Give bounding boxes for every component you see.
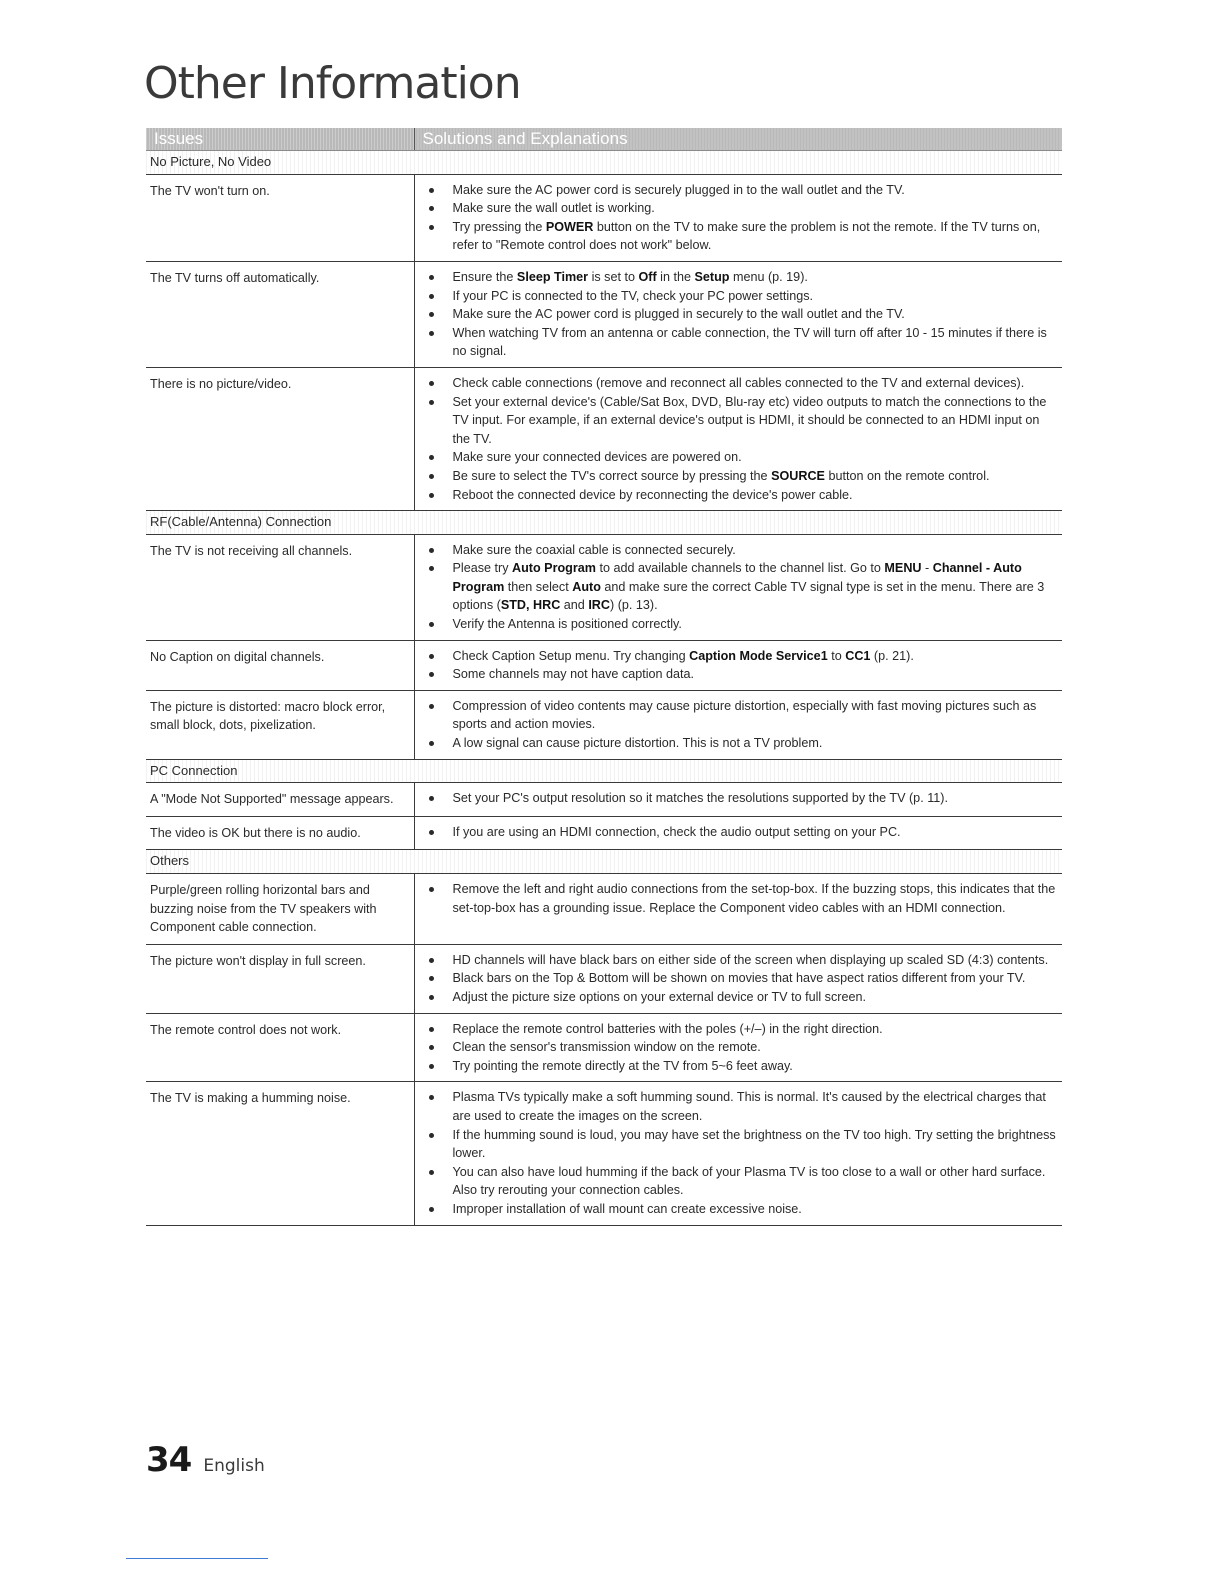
issue-cell: The TV turns off automatically. — [146, 261, 414, 367]
table-row — [146, 783, 1062, 817]
emphasis-text: Caption Mode Service1 — [689, 648, 828, 663]
solution-list — [429, 1088, 1057, 1218]
section-title: RF(Cable/Antenna) Connection — [146, 511, 1062, 535]
solution-text: If the humming sound is loud, you may have set the brightness on the TV too high. Try setting the brightness lower. — [452, 1127, 1056, 1161]
solution-text: Replace the remote control batteries with the poles (+/–) in the right direction. — [452, 1021, 883, 1036]
solution-item — [429, 1088, 1057, 1125]
solution-item — [429, 951, 1057, 970]
solution-text: Try pressing the — [452, 219, 546, 234]
solution-item — [429, 467, 1057, 486]
solution-list — [429, 541, 1057, 634]
solution-text: A low signal can cause picture distortion. This is not a TV problem. — [452, 736, 823, 751]
solution-list — [429, 697, 1057, 753]
solution-item — [429, 559, 1057, 615]
solution-text: Verify the Antenna is positioned correctly. — [452, 617, 682, 632]
page-number: 34 — [146, 1440, 192, 1480]
solution-item — [429, 324, 1057, 361]
solution-text: and make sure the correct Cable TV signal type is set in the menu. There are 3 options ( — [452, 579, 1045, 613]
table-row — [146, 534, 1062, 640]
solution-text: (p. 21). — [870, 648, 914, 663]
solution-item — [429, 393, 1057, 449]
solution-item — [429, 647, 1057, 666]
solution-text: Black bars on the Top & Bottom will be shown on movies that have aspect ratios different from your TV. — [452, 971, 1026, 986]
solution-list — [429, 647, 1057, 684]
section-row — [146, 151, 1062, 175]
page-title: Other Information — [144, 58, 521, 109]
header-solutions: Solutions and Explanations — [414, 128, 1062, 151]
issue-cell: The picture won't display in full screen. — [146, 944, 414, 1013]
emphasis-text: Auto — [572, 579, 601, 594]
emphasis-text: Off — [638, 269, 657, 284]
solution-text: Make sure the AC power cord is securely plugged in to the wall outlet and the TV. — [452, 182, 905, 197]
solution-text: You can also have loud humming if the back of your Plasma TV is too close to a wall or other hard surface. Also try rerouting your connection cables. — [452, 1164, 1046, 1198]
troubleshooting-table — [146, 128, 1062, 1226]
solution-item — [429, 218, 1057, 255]
solution-list — [429, 951, 1057, 1007]
solution-text: is set to — [588, 269, 639, 284]
section-row — [146, 511, 1062, 535]
issue-cell: The video is OK but there is no audio. — [146, 816, 414, 850]
table-row — [146, 874, 1062, 945]
emphasis-text: STD, HRC — [500, 598, 561, 613]
solution-item — [429, 1020, 1057, 1039]
table-body — [146, 151, 1062, 1226]
solution-text: menu (p. 19). — [729, 269, 808, 284]
solution-item — [429, 615, 1057, 634]
issue-cell: The TV is making a humming noise. — [146, 1082, 414, 1225]
solution-text: Reboot the connected device by reconnecting the device's power cable. — [452, 487, 853, 502]
solution-list — [429, 181, 1057, 255]
solution-item — [429, 789, 1057, 808]
table-row — [146, 367, 1062, 510]
solution-cell — [414, 1013, 1062, 1082]
solution-text: Adjust the picture size options on your external device or TV to full screen. — [452, 989, 866, 1004]
solution-item — [429, 1038, 1057, 1057]
solution-list — [429, 880, 1057, 917]
solution-item — [429, 823, 1057, 842]
solution-text: button on the remote control. — [824, 468, 990, 483]
table-header-row — [146, 128, 1062, 151]
solution-item — [429, 734, 1057, 753]
solution-text: Check cable connections (remove and reconnect all cables connected to the TV and external devices). — [452, 375, 1025, 390]
solution-text: Set your PC's output resolution so it matches the resolutions supported by the TV (p. 11). — [452, 791, 948, 806]
emphasis-text: SOURCE — [771, 468, 825, 483]
solution-text: then select — [504, 579, 573, 594]
solution-item — [429, 880, 1057, 917]
emphasis-text: Setup — [694, 269, 730, 284]
section-title: PC Connection — [146, 759, 1062, 783]
solution-cell — [414, 534, 1062, 640]
solution-text: Plasma TVs typically make a soft humming sound. This is normal. It's caused by the electrical charges that are used to create the images on the screen. — [452, 1090, 1046, 1123]
solution-item — [429, 541, 1057, 560]
emphasis-text: IRC — [588, 598, 611, 613]
solution-text: Be sure to select the TV's correct source by pressing the — [452, 468, 772, 483]
solution-item — [429, 486, 1057, 505]
solution-text: Ensure the — [452, 269, 517, 284]
solution-text: If your PC is connected to the TV, check your PC power settings. — [452, 288, 814, 303]
emphasis-text: CC1 — [845, 648, 871, 663]
solution-text: Set your external device's (Cable/Sat Box, DVD, Blu-ray etc) video outputs to match the connections to the TV input. For example, if an external device's output is HDMI, it should be connected to an HDMI input on the TV. — [452, 394, 1047, 446]
emphasis-text: Channel - Auto Program — [452, 561, 1022, 594]
solution-cell — [414, 1082, 1062, 1225]
solution-item — [429, 374, 1057, 393]
solution-list — [429, 789, 1057, 808]
solution-text: Remove the left and right audio connections from the set-top-box. If the buzzing stops, this indicates that the set-top-box has a grounding issue. Replace the Component video cables with an HDMI connection. — [452, 882, 1056, 915]
page-footer — [146, 1440, 265, 1480]
solution-text: to — [827, 648, 846, 663]
issue-cell: No Caption on digital channels. — [146, 640, 414, 690]
emphasis-text: MENU — [884, 561, 922, 576]
header-issues: Issues — [146, 128, 414, 151]
solution-item — [429, 697, 1057, 734]
solution-text: When watching TV from an antenna or cable connection, the TV will turn off after 10 - 15 minutes if there is no signal. — [452, 325, 1047, 359]
solution-text: Please try — [452, 561, 512, 576]
solution-text: Make sure the coaxial cable is connected securely. — [452, 542, 736, 557]
section-title: No Picture, No Video — [146, 151, 1062, 175]
emphasis-text: Sleep Timer — [516, 269, 589, 284]
table-row — [146, 690, 1062, 759]
solution-item — [429, 969, 1057, 988]
bottom-divider — [126, 1558, 268, 1559]
solution-list — [429, 374, 1057, 504]
table-row — [146, 640, 1062, 690]
table-row — [146, 261, 1062, 367]
solution-text: in the — [656, 269, 695, 284]
solution-text: Make sure the wall outlet is working. — [452, 201, 655, 216]
solution-list — [429, 1020, 1057, 1076]
solution-item — [429, 665, 1057, 684]
solution-item — [429, 287, 1057, 306]
solution-text: Clean the sensor's transmission window on the remote. — [452, 1040, 761, 1055]
solution-text: Improper installation of wall mount can create excessive noise. — [452, 1201, 802, 1216]
solution-text: Some channels may not have caption data. — [452, 667, 695, 682]
solution-text: to add available channels to the channel list. Go to — [595, 561, 885, 576]
solution-item — [429, 181, 1057, 200]
page-language: English — [203, 1456, 265, 1476]
solution-list — [429, 268, 1057, 361]
emphasis-text: Auto Program — [512, 561, 596, 576]
solution-item — [429, 1057, 1057, 1076]
table-row — [146, 1013, 1062, 1082]
table-row — [146, 816, 1062, 850]
table-row — [146, 1082, 1062, 1225]
solution-cell — [414, 783, 1062, 817]
issue-cell: There is no picture/video. — [146, 367, 414, 510]
solution-text: button on the TV to make sure the problem is not the remote. If the TV turns on, refer to "Remote control does not work" below. — [452, 219, 1041, 253]
solution-cell — [414, 367, 1062, 510]
solution-cell — [414, 174, 1062, 261]
solution-text: Make sure the AC power cord is plugged in securely to the wall outlet and the TV. — [452, 307, 905, 322]
solution-text: HD channels will have black bars on either side of the screen when displaying up scaled SD (4:3) contents. — [452, 952, 1049, 967]
issue-cell: A "Mode Not Supported" message appears. — [146, 783, 414, 817]
solution-item — [429, 268, 1057, 287]
solution-text: Check Caption Setup menu. Try changing — [452, 648, 690, 663]
solution-cell — [414, 640, 1062, 690]
section-row — [146, 850, 1062, 874]
issue-cell: The TV is not receiving all channels. — [146, 534, 414, 640]
solution-item — [429, 1126, 1057, 1163]
table-row — [146, 944, 1062, 1013]
table-row — [146, 174, 1062, 261]
solution-item — [429, 305, 1057, 324]
solution-text: Compression of video contents may cause picture distortion, especially with fast moving pictures such as sports and action movies. — [452, 698, 1037, 732]
emphasis-text: POWER — [545, 219, 594, 234]
issue-cell: The remote control does not work. — [146, 1013, 414, 1082]
solution-cell — [414, 944, 1062, 1013]
solution-text: Make sure your connected devices are powered on. — [452, 450, 742, 465]
solution-list — [429, 823, 1057, 842]
solution-cell — [414, 874, 1062, 945]
solution-cell — [414, 690, 1062, 759]
solution-item — [429, 1200, 1057, 1219]
solution-cell — [414, 261, 1062, 367]
solution-item — [429, 1163, 1057, 1200]
solution-text: If you are using an HDMI connection, check the audio output setting on your PC. — [452, 824, 901, 839]
solution-text: Try pointing the remote directly at the TV from 5~6 feet away. — [452, 1058, 793, 1073]
solution-text: and — [560, 598, 589, 613]
issue-cell: Purple/green rolling horizontal bars and buzzing noise from the TV speakers with Component cable connection. — [146, 874, 414, 945]
solution-text: - — [921, 561, 933, 576]
solution-cell — [414, 816, 1062, 850]
section-title: Others — [146, 850, 1062, 874]
solution-item — [429, 199, 1057, 218]
solution-text: ) (p. 13). — [610, 598, 658, 613]
solution-item — [429, 448, 1057, 467]
section-row — [146, 759, 1062, 783]
issue-cell: The picture is distorted: macro block error, small block, dots, pixelization. — [146, 690, 414, 759]
issue-cell: The TV won't turn on. — [146, 174, 414, 261]
solution-item — [429, 988, 1057, 1007]
